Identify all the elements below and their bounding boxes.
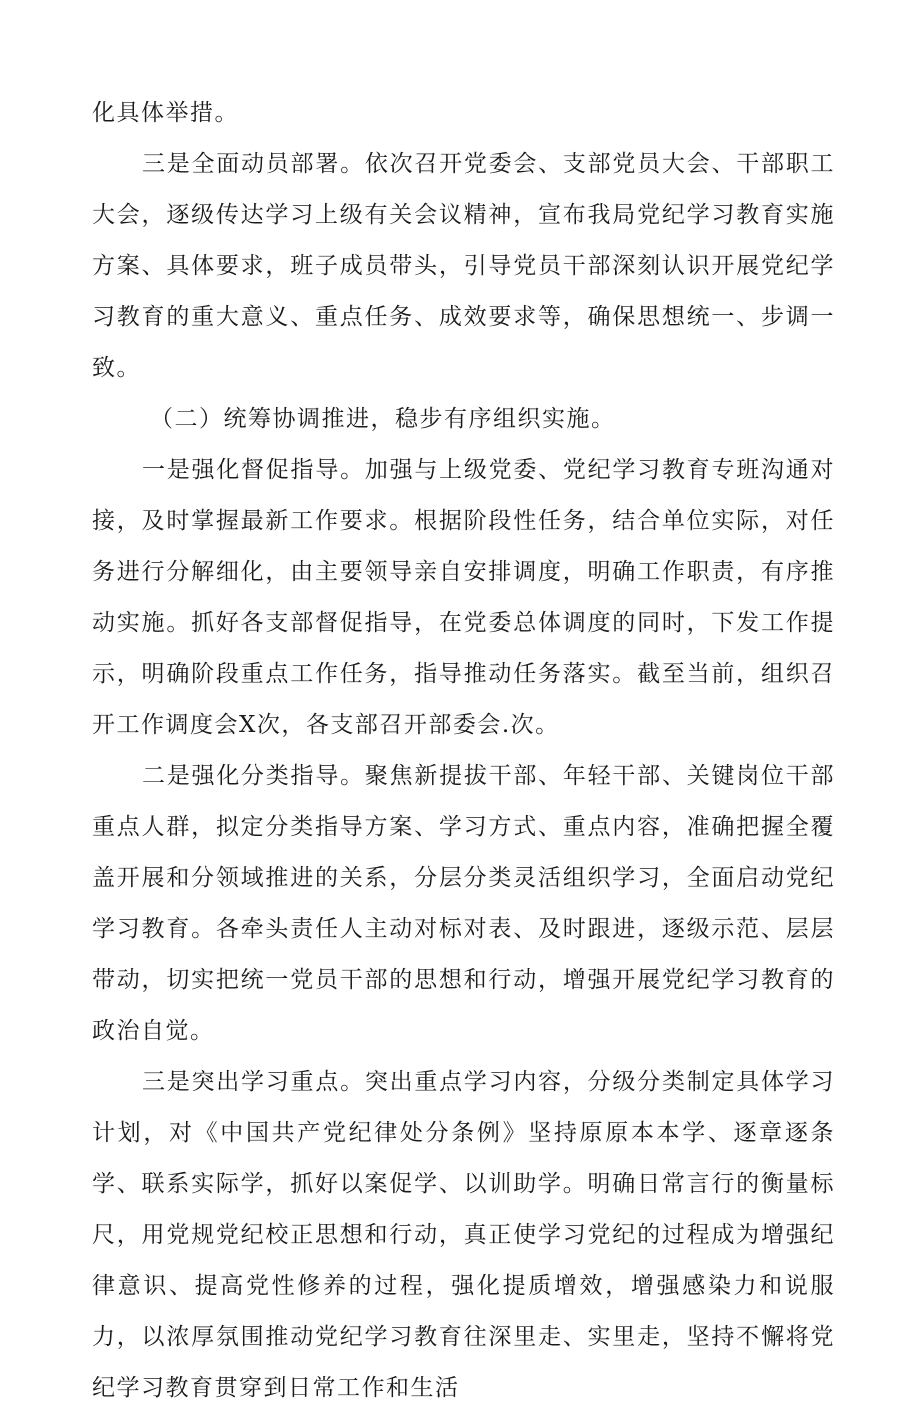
document-page bbox=[92, 88, 835, 1414]
paragraph-classification: 二是强化分类指导。聚焦新提拔干部、年轻干部、关键岗位干部重点人群，拟定分类指导方案、学习方式、重点内容，准确把握全覆盖开展和分领域推进的关系，分层分类灵活组织学习，全面启动党纪学习教育。各牵头责任人主动对标对表、及时跟进，逐级示范、层层带动，切实把统一党员干部的思想和行动，增强开展党纪学习教育的政治自觉。 bbox=[92, 763, 835, 1044]
paragraph-mobilization: 三是全面动员部署。依次召开党委会、支部党员大会、干部职工大会，逐级传达学习上级有关会议精神，宣布我局党纪学习教育实施方案、具体要求，班子成员带头，引导党员干部深刻认识开展党纪学习教育的重大意义、重点任务、成效要求等，确保思想统一、步调一致。 bbox=[92, 151, 835, 381]
paragraph-supervision: 一是强化督促指导。加强与上级党委、党纪学习教育专班沟通对接，及时掌握最新工作要求。根据阶段性任务，结合单位实际，对任务进行分解细化，由主要领导亲自安排调度，明确工作职责，有序推动实施。抓好各支部督促指导，在党委总体调度的同时，下发工作提示，明确阶段重点工作任务，指导推动任务落实。截至当前，组织召开工作调度会X次，各支部召开部委会.次。 bbox=[92, 457, 835, 738]
paragraph-continuation: 化具体举措。 bbox=[92, 100, 239, 126]
section-heading: （二）统筹协调推进，稳步有序组织实施。 bbox=[150, 406, 616, 432]
paragraph-study-focus: 三是突出学习重点。突出重点学习内容，分级分类制定具体学习计划，对《中国共产党纪律处分条例》坚持原原本本学、逐章逐条学、联系实际学，抓好以案促学、以训助学。明确日常言行的衡量标尺，用党规党纪校正思想和行动，真正使学习党纪的过程成为增强纪律意识、提高党性修养的过程，强化提质增效，增强感染力和说服力，以浓厚氛围推动党纪学习教育往深里走、实里走，坚持不懈将党纪学习教育贯穿到日常工作和生活 bbox=[92, 1069, 835, 1401]
